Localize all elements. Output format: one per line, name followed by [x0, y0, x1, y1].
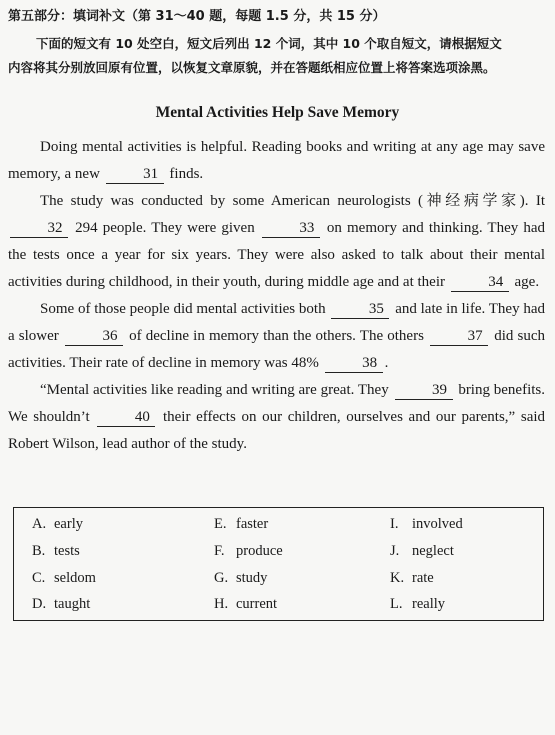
text: and late in life. They had a slower	[8, 301, 546, 344]
text: their effects on our children, ourselves and our parents,” said Robert Wilson, lead author of the study.	[8, 409, 546, 452]
option-h: H. current	[214, 596, 278, 612]
option-d: D. taught	[32, 596, 91, 612]
text: Doing mental activities is helpful. Reading books and writing at any age may save memory, a new	[8, 139, 545, 182]
option-k: K. rate	[390, 570, 434, 586]
section-header: 第五部分：填词补文（第 31～40 题，每题 1.5 分，共 15 分）	[8, 9, 386, 24]
word-bank	[13, 507, 544, 621]
paragraph-3	[8, 296, 545, 377]
passage-title: Mental Activities Help Save Memory	[155, 104, 400, 121]
blank-31: 31	[106, 165, 164, 184]
option-i: I. involved	[390, 516, 463, 532]
paragraph-4	[8, 377, 545, 458]
text: age.	[514, 274, 540, 290]
text: “Mental activities like reading and writing are great. They	[40, 382, 389, 398]
text: .	[384, 355, 389, 371]
text: did such activities. Their rate of decline in memory was 48%	[8, 328, 546, 371]
text: 294 people. They were given	[75, 220, 255, 236]
passage	[8, 134, 545, 458]
text: bring benefits. We shouldn’t	[8, 382, 546, 425]
text: of decline in memory than the others. The others	[129, 328, 424, 344]
blank-39: 39	[395, 381, 453, 400]
paragraph-2	[8, 188, 545, 296]
text: Some of those people did mental activities both	[40, 301, 326, 317]
paragraph-1	[8, 134, 545, 188]
blank-34: 34	[451, 273, 509, 292]
option-c: C. seldom	[32, 570, 96, 586]
instruction-line-1: 下面的短文有 10 处空白，短文后列出 12 个词，其中 10 个取自短文，请根据短文	[36, 36, 502, 51]
blank-38: 38	[325, 354, 383, 373]
text: finds.	[169, 166, 204, 182]
option-a: A. early	[32, 516, 83, 532]
option-j: J. neglect	[390, 543, 454, 559]
option-l: L. really	[390, 596, 446, 612]
option-f: F. produce	[214, 543, 283, 559]
text: on memory and thinking. They had the tests once a year for six years. They were also asked to talk about their mental activities during childhood, in their youth, during middle age and at their	[8, 220, 545, 290]
option-e: E. faster	[214, 516, 269, 532]
instruction-line-2: 内容将其分别放回原有位置，以恢复文章原貌，并在答题纸相应位置上将答案选项涂黑。	[8, 60, 496, 75]
text: The study was conducted by some American neurologists (神经病学家). It	[40, 193, 545, 209]
blank-36: 36	[65, 327, 123, 346]
blank-37: 37	[430, 327, 488, 346]
blank-40: 40	[97, 408, 155, 427]
option-g: G. study	[214, 570, 268, 586]
blank-35: 35	[331, 300, 389, 319]
instructions	[8, 32, 543, 80]
option-b: B. tests	[32, 543, 80, 559]
blank-33: 33	[262, 219, 320, 238]
blank-32: 32	[10, 219, 68, 238]
